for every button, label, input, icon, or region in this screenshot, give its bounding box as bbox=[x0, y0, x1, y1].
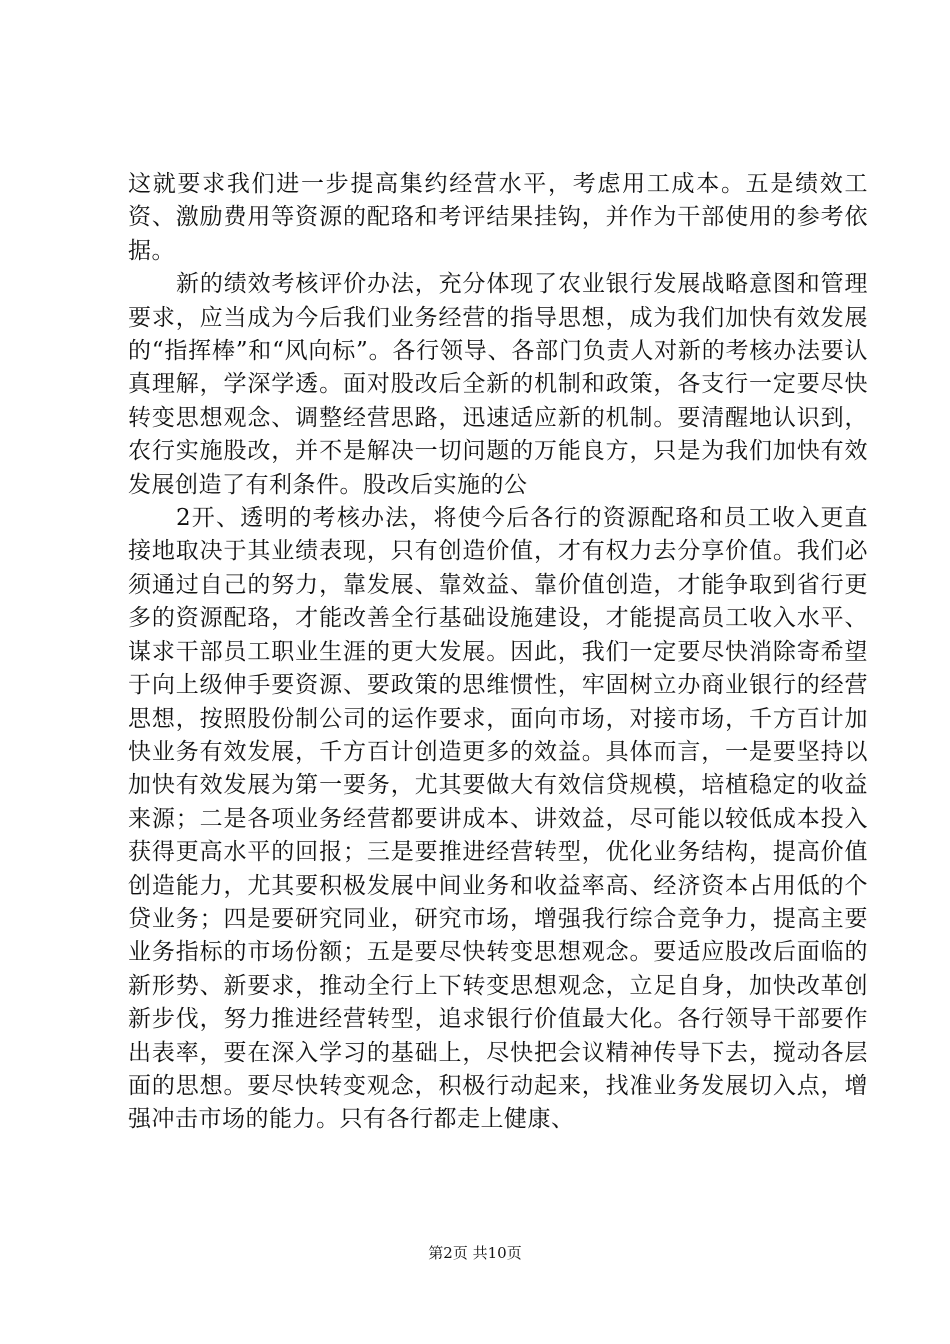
paragraph-performance-evaluation: 新的绩效考核评价办法，充分体现了农业银行发展战略意图和管理要求，应当成为今后我们业务经营的指导思想，成为我们加快有效发展的“指挥棒”和“风向标”。各行领导、各部门负责人对新的考核办法要认真理解，学深学透。面对股改后全新的机制和政策，各支行一定要尽快转变思想观念、调整经营思路，迅速适应新的机制。要清醒地认识到，农行实施股改，并不是解决一切问题的万能良方，只是为我们加快有效发展创造了有利条件。股改后实施的公 bbox=[128, 271, 868, 498]
page-footer: 第2页 共10页 bbox=[428, 1244, 522, 1262]
document-body bbox=[128, 168, 868, 1137]
paragraph-continuation: 这就要求我们进一步提高集约经营水平，考虑用工成本。五是绩效工资、激励费用等资源的配珞和考评结果挂钩，并作为干部使用的参考依据。 bbox=[128, 171, 868, 264]
paragraph-resource-allocation: 2开、透明的考核办法，将使今后各行的资源配珞和员工收入更直接地取决于其业绩表现，只有创造价值，才有权力去分享价值。我们必须通过自己的努力，靠发展、靠效益、靠价值创造，才能争取到省行更多的资源配珞，才能改善全行基础设施建设，才能提高员工收入水平、谋求干部员工职业生涯的更大发展。因此，我们一定要尽快消除寄希望于向上级伸手要资源、要政策的思维惯性，牢固树立办商业银行的经营思想，按照股份制公司的运作要求，面向市场，对接市场，千方百计加快业务有效发展，千方百计创造更多的效益。具体而言，一是要坚持以加快有效发展为第一要务，尤其要做大有效信贷规模，培植稳定的收益来源；二是各项业务经营都要讲成本、讲效益，尽可能以较低成本投入获得更高水平的回报；三是要推进经营转型，优化业务结构，提高价值创造能力，尤其要积极发展中间业务和收益率高、经济资本占用低的个贷业务；四是要研究同业，研究市场，增强我行综合竞争力，提高主要业务指标的市场份额；五是要尽快转变思想观念。要适应股改后面临的新形势、新要求，推动全行上下转变思想观念，立足自身，加快改革创新步伐，努力推进经营转型，追求银行价值最大化。各行领导干部要作出表率，要在深入学习的基础上，尽快把会议精神传导下去，搅动各层面的思想。要尽快转变观念，积极行动起来，找准业务发展切入点，增强冲击市场的能力。只有各行都走上健康、 bbox=[128, 505, 868, 1133]
